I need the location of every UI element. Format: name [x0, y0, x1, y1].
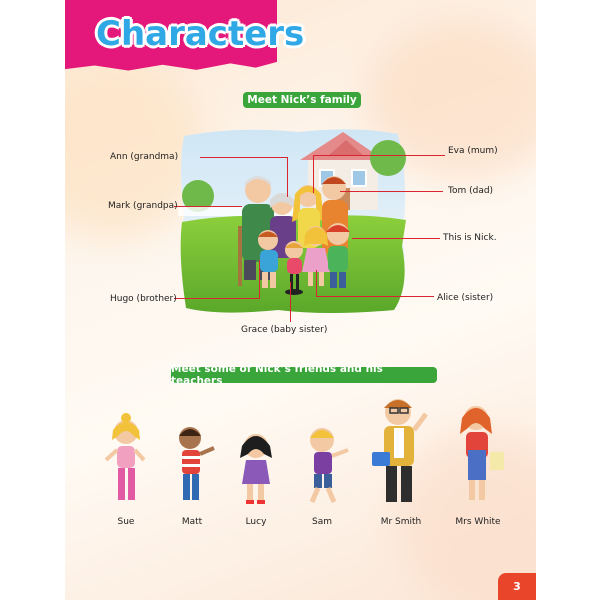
- label-ann: Ann (grandma): [110, 152, 179, 162]
- leader-line-grace: [290, 282, 291, 322]
- label-eva: Eva (mum): [448, 146, 498, 156]
- label-nick: This is Nick.: [443, 233, 497, 243]
- leader-line-eva-drop: [313, 155, 314, 193]
- label-hugo: Hugo (brother): [110, 294, 177, 304]
- sue-illustration: [100, 414, 150, 510]
- friend-name-matt: Matt: [181, 517, 203, 527]
- leader-line-tom: [340, 191, 443, 192]
- label-mark: Mark (grandpa): [108, 201, 178, 211]
- leader-line-ann: [200, 157, 288, 158]
- family-section-banner: Meet Nick’s family: [243, 92, 361, 108]
- friend-name-lucy: Lucy: [245, 517, 267, 527]
- leader-line-ann-drop: [287, 157, 288, 197]
- sam-illustration: [302, 422, 352, 510]
- leader-line-alice-rise: [316, 270, 317, 296]
- friend-name-mr-smith: Mr Smith: [380, 517, 422, 527]
- label-tom: Tom (dad): [448, 186, 494, 196]
- friends-section-banner: Meet some of Nick’s friends and his teachers: [171, 367, 437, 383]
- matt-illustration: [170, 422, 218, 510]
- leader-line-alice: [316, 296, 434, 297]
- leader-line-hugo-rise: [259, 260, 260, 298]
- mr-smith-illustration: [370, 394, 432, 510]
- friend-name-sue: Sue: [117, 517, 135, 527]
- friend-name-sam: Sam: [312, 517, 332, 527]
- friend-name-mrs-white: Mrs White: [455, 517, 501, 527]
- page-title: Characters: [96, 14, 305, 54]
- leader-line-hugo: [174, 298, 260, 299]
- page-number: 3: [498, 573, 536, 600]
- mrs-white-illustration: [452, 400, 508, 510]
- leader-line-mark: [174, 206, 242, 207]
- lucy-illustration: [236, 428, 284, 510]
- label-grace: Grace (baby sister): [241, 325, 328, 335]
- leader-line-nick: [352, 238, 440, 239]
- leader-line-eva: [313, 155, 445, 156]
- label-alice: Alice (sister): [437, 293, 494, 303]
